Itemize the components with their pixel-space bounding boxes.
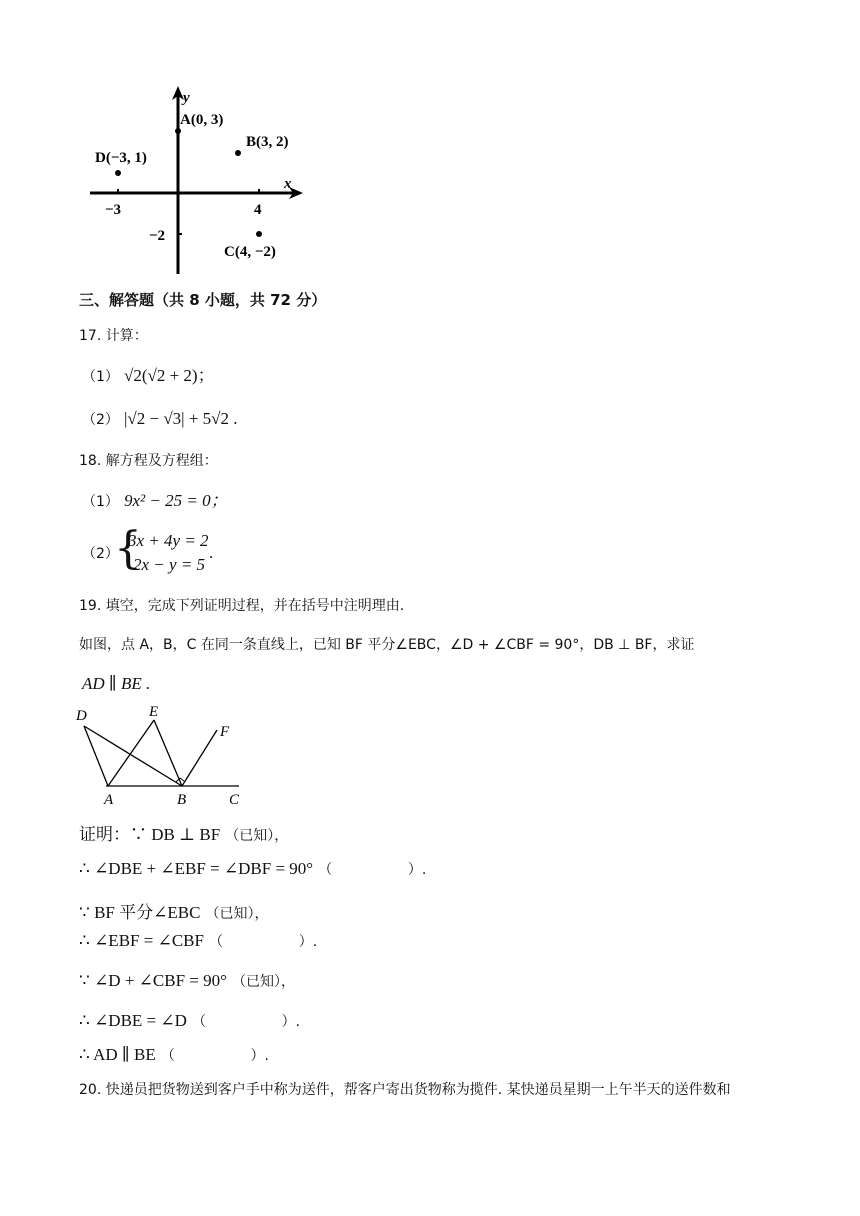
label-d: D(−3, 1) <box>95 150 147 166</box>
tick-label-x-neg3: −3 <box>105 202 122 218</box>
q18-part1-number: （1） <box>82 494 119 510</box>
q19-figure <box>72 700 252 810</box>
q18-part1 <box>82 486 228 511</box>
proof-line-3-statement: ∵ BF 平分∠EBC <box>79 903 201 922</box>
q17-stem: 17. 计算： <box>79 328 148 344</box>
label-b: B(3, 2) <box>246 134 289 150</box>
proof-line-6 <box>79 1011 300 1031</box>
proof-line-1 <box>79 820 288 845</box>
q17-part1-expression: √2(√2 + 2)； <box>124 366 215 385</box>
tick-label-x-4: 4 <box>254 202 262 218</box>
proof-line-5 <box>79 971 295 991</box>
proof-line-6-reason: （ ）. <box>192 1014 301 1030</box>
label-a: A(0, 3) <box>180 112 224 128</box>
proof-line-3-reason: （已知）， <box>205 906 269 922</box>
label-e: E <box>149 704 159 720</box>
q19-condition-line1: 如图，点 A，B，C 在同一条直线上，已知 BF 平分∠EBC，∠D + ∠CBF = 90°，DB ⊥ BF，求证 <box>79 637 695 653</box>
proof-line-1-reason: （已知）， <box>225 828 289 844</box>
segment-eb <box>154 720 182 786</box>
q17-part2-number: （2） <box>82 412 119 428</box>
q17-part2-expression: |√2 − √3| + 5√2 . <box>124 409 238 428</box>
proof-line-7-statement: ∴ AD ∥ BE <box>79 1045 156 1064</box>
q18-equation-1: 3x + 4y = 2 <box>128 531 209 550</box>
proof-line-4-reason: （ ）. <box>209 934 318 950</box>
segment-ae <box>108 720 154 786</box>
q18-stem: 18. 解方程及方程组： <box>79 453 218 469</box>
x-axis-label: x <box>284 176 292 192</box>
proof-line-4-statement: ∴ ∠EBF = ∠CBF <box>79 931 204 950</box>
proof-line-5-reason: （已知）， <box>232 974 296 990</box>
proof-line-2-reason: （ ）. <box>318 862 427 878</box>
q18-part1-expression: 9x² − 25 = 0； <box>124 491 228 510</box>
label-b: B <box>177 792 187 808</box>
tick-label-y-neg2: −2 <box>149 228 166 244</box>
segment-db <box>84 726 182 786</box>
point-a <box>175 128 181 134</box>
q17-part1-number: （1） <box>82 369 119 385</box>
point-b <box>235 150 241 156</box>
label-a: A <box>104 792 114 808</box>
label-d: D <box>76 708 87 724</box>
q19-stem: 19. 填空，完成下列证明过程，并在括号中注明理由. <box>79 598 405 614</box>
label-c: C(4, −2) <box>224 244 276 260</box>
q17-part1 <box>82 361 215 386</box>
segment-bf <box>182 730 217 786</box>
proof-line-2-statement: ∴ ∠DBE + ∠EBF = ∠DBF = 90° <box>79 859 314 878</box>
proof-line-3 <box>79 898 269 923</box>
proof-line-7-reason: （ ）. <box>160 1048 269 1064</box>
q20-stem: 20. 快递员把货物送到客户手中称为送件，帮客户寄出货物称为揽件. 某快递员星期一上午半天的送件数和 <box>79 1082 731 1098</box>
proof-line-2 <box>79 859 426 879</box>
point-c <box>256 231 262 237</box>
q18-system-brace: { <box>114 523 142 574</box>
proof-line-5-statement: ∵ ∠D + ∠CBF = 90° <box>79 971 227 990</box>
proof-line-4 <box>79 931 317 951</box>
point-d <box>115 170 121 176</box>
coordinate-figure <box>85 82 310 277</box>
q18-system-end: . <box>209 543 214 562</box>
proof-line-6-statement: ∴ ∠DBE = ∠D <box>79 1011 187 1030</box>
proof-line-1-statement: 证明：∵ DB ⊥ BF <box>79 825 221 844</box>
q18-part2-number: （2） <box>82 546 119 562</box>
segment-da <box>84 726 108 786</box>
q17-part2 <box>82 409 238 429</box>
q18-equation-2: 2x − y = 5 <box>133 555 206 574</box>
section-heading: 三、解答题（共 8 小题，共 72 分） <box>79 291 327 309</box>
q19-condition-line2: AD ∥ BE . <box>82 674 151 693</box>
label-c: C <box>229 792 240 808</box>
y-axis-label: y <box>183 90 190 106</box>
label-f: F <box>220 724 230 740</box>
proof-line-7 <box>79 1045 269 1065</box>
